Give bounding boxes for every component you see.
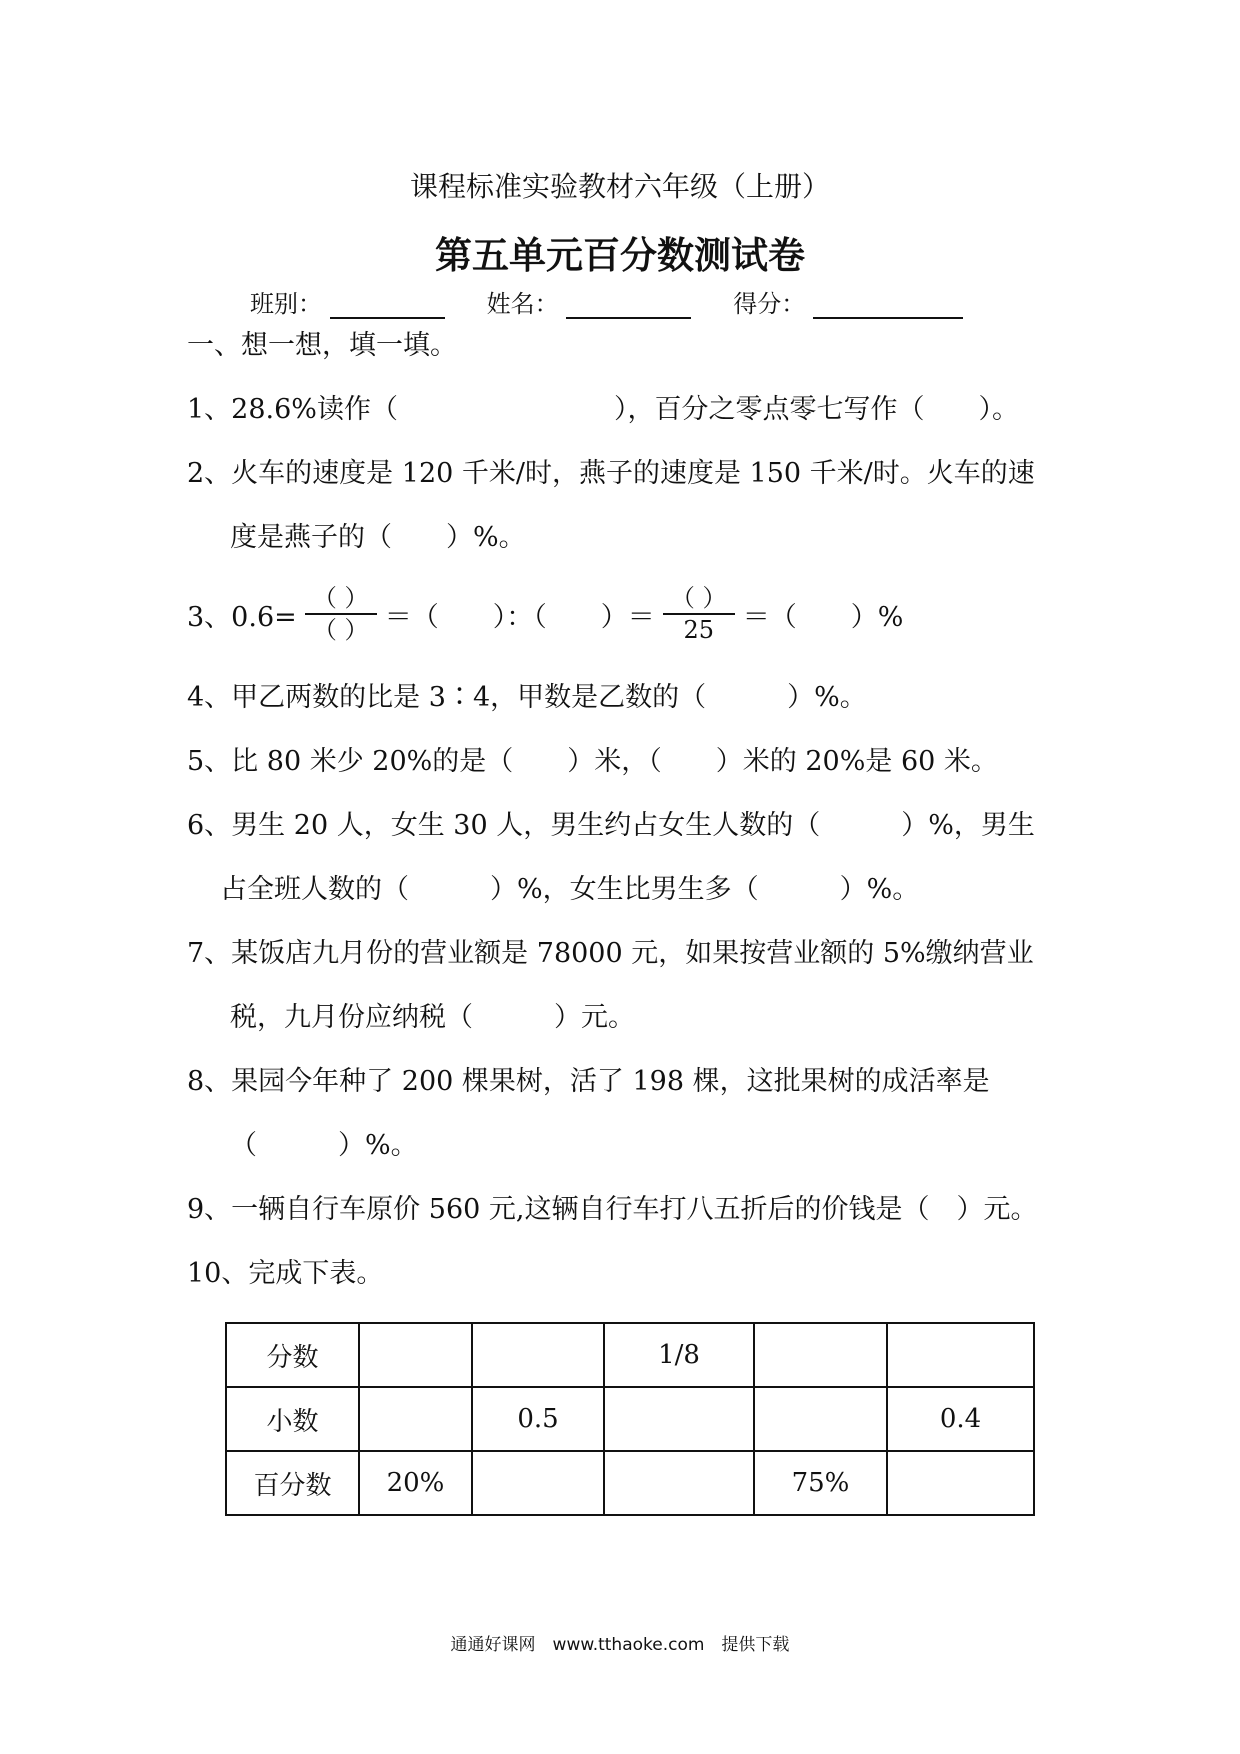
- table-cell[interactable]: [359, 1323, 472, 1387]
- table-row: [226, 1451, 1034, 1515]
- table-cell[interactable]: 1/8: [604, 1323, 754, 1387]
- table-cell[interactable]: 0.5: [472, 1387, 604, 1451]
- table-cell[interactable]: [359, 1387, 472, 1451]
- table-cell[interactable]: [754, 1323, 887, 1387]
- table-cell[interactable]: [754, 1387, 887, 1451]
- table-cell[interactable]: [472, 1451, 604, 1515]
- question-5: 5、比 80 米少 20%的是（ ）米，（ ）米的 20%是 60 米。: [187, 746, 998, 777]
- fraction-2: [663, 583, 735, 645]
- question-6-line-1: 6、男生 20 人，女生 30 人，男生约占女生人数的（ ）%，男生: [187, 810, 1035, 841]
- question-3-prefix: 3、0.6=: [187, 601, 297, 633]
- fraction-1-denominator: （ ）: [312, 616, 369, 644]
- question-2-line-2: 度是燕子的（ ）%。: [230, 522, 526, 553]
- question-3-suffix: ＝（ ）%: [742, 601, 904, 633]
- table-cell[interactable]: [604, 1451, 754, 1515]
- student-info-row: [250, 284, 1010, 319]
- question-3-middle: ＝（ ）：（ ）＝: [384, 601, 655, 633]
- question-7-line-1: 7、某饭店九月份的营业额是 78000 元，如果按营业额的 5%缴纳营业: [187, 938, 1034, 969]
- class-field: [250, 284, 445, 319]
- question-8-line-2: （ ）%。: [230, 1130, 418, 1161]
- table-cell[interactable]: 20%: [359, 1451, 472, 1515]
- question-2-line-1: 2、火车的速度是 120 千米/时，燕子的速度是 150 千米/时。火车的速: [187, 458, 1035, 489]
- exam-subtitle: 课程标准实验教材六年级（上册）: [409, 170, 830, 203]
- fraction-1-numerator: （ ）: [312, 584, 369, 612]
- table-row: [226, 1387, 1034, 1451]
- question-6-line-2: 占全班人数的（ ）%，女生比男生多（ ）%。: [220, 874, 920, 905]
- row-label-fraction: 分数: [226, 1323, 359, 1387]
- table-cell[interactable]: [604, 1387, 754, 1451]
- table-cell[interactable]: [887, 1323, 1034, 1387]
- footer-credit: 通通好课网 www.tthaoke.com 提供下载: [450, 1635, 790, 1655]
- question-10: 10、完成下表。: [187, 1258, 384, 1289]
- question-9: 9、一辆自行车原价 560 元,这辆自行车打八五折后的价钱是（ ）元。: [187, 1194, 1038, 1225]
- exam-title: 第五单元百分数测试卷: [435, 234, 805, 277]
- question-8-line-1: 8、果园今年种了 200 棵果树，活了 198 棵，这批果树的成活率是: [187, 1066, 990, 1097]
- name-blank[interactable]: [566, 293, 691, 319]
- fraction-2-denominator: 25: [683, 616, 715, 644]
- fraction-2-numerator: （ ）: [670, 584, 727, 612]
- section-heading: 一、想一想，填一填。: [187, 330, 457, 361]
- row-label-decimal: 小数: [226, 1387, 359, 1451]
- question-3: [187, 583, 903, 645]
- table-cell[interactable]: 0.4: [887, 1387, 1034, 1451]
- question-1: 1、28.6%读作（ ），百分之零点零七写作（ ）。: [187, 394, 1019, 425]
- class-blank[interactable]: [330, 293, 445, 319]
- score-field: [733, 284, 963, 319]
- fraction-1: [305, 583, 377, 645]
- conversion-table: [225, 1322, 1035, 1516]
- table-cell[interactable]: 75%: [754, 1451, 887, 1515]
- score-label: 得分：: [733, 290, 806, 318]
- score-blank[interactable]: [813, 293, 963, 319]
- name-label: 姓名：: [486, 290, 559, 318]
- table-row: [226, 1323, 1034, 1387]
- table-cell[interactable]: [887, 1451, 1034, 1515]
- table-cell[interactable]: [472, 1323, 604, 1387]
- row-label-percent: 百分数: [226, 1451, 359, 1515]
- name-field: [487, 284, 692, 319]
- class-label: 班别：: [250, 290, 322, 318]
- question-4: 4、甲乙两数的比是 3∶4，甲数是乙数的（ ）%。: [187, 682, 867, 713]
- question-7-line-2: 税，九月份应纳税（ ）元。: [230, 1002, 635, 1033]
